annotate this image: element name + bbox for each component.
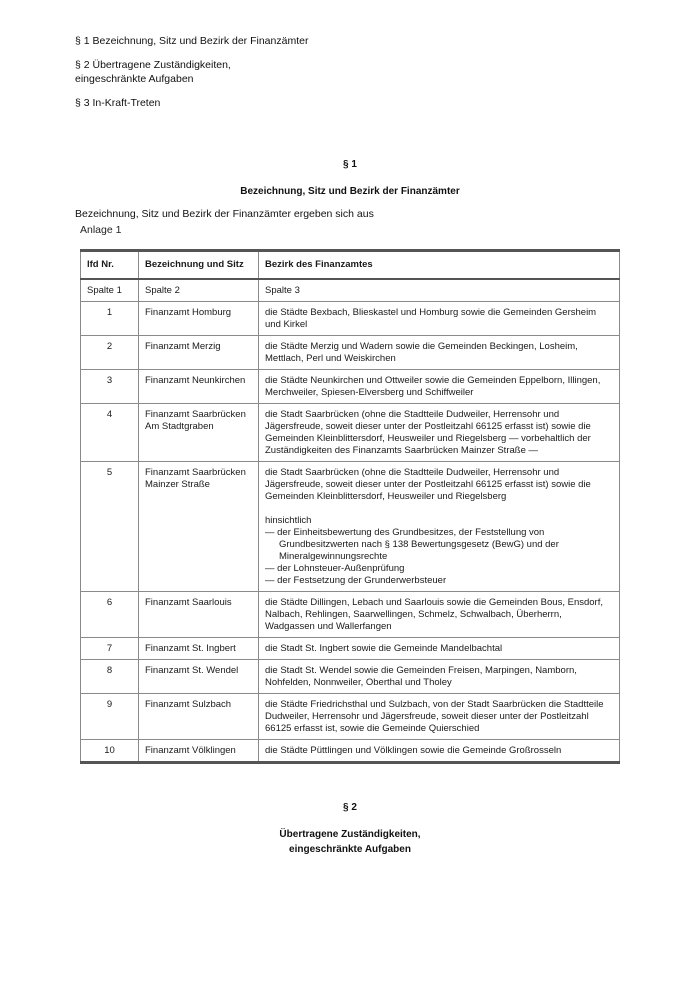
- table-row: [81, 660, 620, 694]
- section-2-title-line-2: eingeschränkte Aufgaben: [289, 844, 411, 855]
- row-bezirk: die Städte Dillingen, Lebach und Saarlouis sowie die Gemeinden Bous, Ensdorf, Nalbach, Rehlingen, Saarwellingen, Schmelz, Schwalbach, Überherrn, Wadgassen und Wallerfangen: [259, 592, 620, 638]
- table-spalten-row: [81, 279, 620, 302]
- hinsichtlich-item: — der Einheitsbewertung des Grundbesitzes, der Feststellung von Grundbesitzwerten nach § 138 Bewertungsgesetz (BewG) und der Mineralgewinnungsrechte: [265, 527, 559, 562]
- table-row: [81, 462, 620, 592]
- hinsichtlich-item: — der Festsetzung der Grunderwerbsteuer: [265, 575, 447, 586]
- table-row: [81, 638, 620, 660]
- header-lfd-nr: lfd Nr.: [81, 251, 139, 280]
- section-1-title: Bezeichnung, Sitz und Bezirk der Finanzämter: [240, 186, 460, 197]
- row-name: Finanzamt Homburg: [139, 302, 259, 336]
- table-row: [81, 694, 620, 740]
- row-name: Finanzamt Saarbrücken Mainzer Straße: [139, 462, 259, 592]
- table-row: [81, 336, 620, 370]
- row-nr: 3: [81, 370, 139, 404]
- row-nr: 6: [81, 592, 139, 638]
- row-bezirk: die Stadt St. Wendel sowie die Gemeinden Freisen, Marpingen, Namborn, Nohfelden, Nonnweiler, Oberthal und Tholey: [259, 660, 620, 694]
- row-bezirk: die Stadt Saarbrücken (ohne die Stadtteile Dudweiler, Herrensohr und Jägersfreude, soweit dieser unter der Postleitzahl 66125 erfasst ist) sowie die Gemeinden Kleinblittersdorf, Heusweiler und Riegelsberg — vorbehaltlich der Zuständigkeiten des Finanzamts Saarbrücken Mainzer Straße —: [259, 404, 620, 462]
- header-bezirk: Bezirk des Finanzamtes: [259, 251, 620, 280]
- section-1-number: § 1: [343, 159, 357, 170]
- spalte-1: Spalte 1: [81, 279, 139, 302]
- row-name: Finanzamt Saarlouis: [139, 592, 259, 638]
- header-bezeichnung: Bezeichnung und Sitz: [139, 251, 259, 280]
- row-name: Finanzamt Sulzbach: [139, 694, 259, 740]
- table-row: [81, 302, 620, 336]
- section-2-number: § 2: [343, 802, 357, 813]
- row-name: Finanzamt St. Ingbert: [139, 638, 259, 660]
- row-name: Finanzamt Neunkirchen: [139, 370, 259, 404]
- toc-link-section-1[interactable]: § 1 Bezeichnung, Sitz und Bezirk der Finanzämter: [75, 35, 309, 47]
- row-nr: 4: [81, 404, 139, 462]
- row-nr: 9: [81, 694, 139, 740]
- row-nr: 8: [81, 660, 139, 694]
- row-nr: 10: [81, 740, 139, 763]
- spalte-2: Spalte 2: [139, 279, 259, 302]
- toc-link-section-3[interactable]: § 3 In-Kraft-Treten: [75, 97, 161, 109]
- row-name: Finanzamt Merzig: [139, 336, 259, 370]
- row-bezirk: die Städte Merzig und Wadern sowie die Gemeinden Beckingen, Losheim, Mettlach, Perl und Weiskirchen: [259, 336, 620, 370]
- toc-link-section-2[interactable]: § 2 Übertragene Zuständigkeiten, eingeschränkte Aufgaben: [75, 59, 231, 85]
- row-bezirk-block: [259, 462, 620, 592]
- row-nr: 5: [81, 462, 139, 592]
- section-1-intro: Bezeichnung, Sitz und Bezirk der Finanzämter ergeben sich aus: [75, 208, 374, 220]
- table-header-row: [81, 251, 620, 280]
- row-nr: 2: [81, 336, 139, 370]
- section-2-title-line-1: Übertragene Zuständigkeiten,: [279, 829, 421, 840]
- row-bezirk: die Städte Bexbach, Blieskastel und Homburg sowie die Gemeinden Gersheim und Kirkel: [259, 302, 620, 336]
- spalte-3: Spalte 3: [259, 279, 620, 302]
- section-2-heading: [0, 800, 700, 857]
- section-1-heading: [0, 157, 700, 199]
- table-row: [81, 404, 620, 462]
- finanzamt-table: [80, 249, 620, 764]
- row-nr: 1: [81, 302, 139, 336]
- row-nr: 7: [81, 638, 139, 660]
- hinsichtlich-item: — der Lohnsteuer-Außenprüfung: [265, 563, 405, 574]
- row-bezirk: die Stadt Saarbrücken (ohne die Stadtteile Dudweiler, Herrensohr und Jägersfreude, soweit dieser unter der Postleitzahl 66125 erfasst ist) sowie die Gemeinden Kleinblittersdorf, Heusweiler und Riegelsberg: [265, 467, 591, 502]
- anlage-label: Anlage 1: [80, 224, 122, 236]
- hinsichtlich-label: hinsichtlich: [265, 515, 312, 526]
- table-row: [81, 370, 620, 404]
- row-name: Finanzamt Völklingen: [139, 740, 259, 763]
- row-name: Finanzamt St. Wendel: [139, 660, 259, 694]
- row-bezirk: die Städte Friedrichsthal und Sulzbach, von der Stadt Saarbrücken die Stadtteile Dudweiler, Herrensohr und Jägersfreude, soweit dieser unter der Postleitzahl 66125 erfasst ist, sowie die Gemeinde Quierschied: [259, 694, 620, 740]
- row-bezirk: die Städte Püttlingen und Völklingen sowie die Gemeinde Großrosseln: [259, 740, 620, 763]
- table-row: [81, 740, 620, 763]
- row-bezirk: die Stadt St. Ingbert sowie die Gemeinde Mandelbachtal: [259, 638, 620, 660]
- row-bezirk: die Städte Neunkirchen und Ottweiler sowie die Gemeinden Eppelborn, Illingen, Merchweiler, Spiesen-Elversberg und Schiffweiler: [259, 370, 620, 404]
- table-row: [81, 592, 620, 638]
- row-name: Finanzamt Saarbrücken Am Stadtgraben: [139, 404, 259, 462]
- table-of-contents: [75, 34, 308, 110]
